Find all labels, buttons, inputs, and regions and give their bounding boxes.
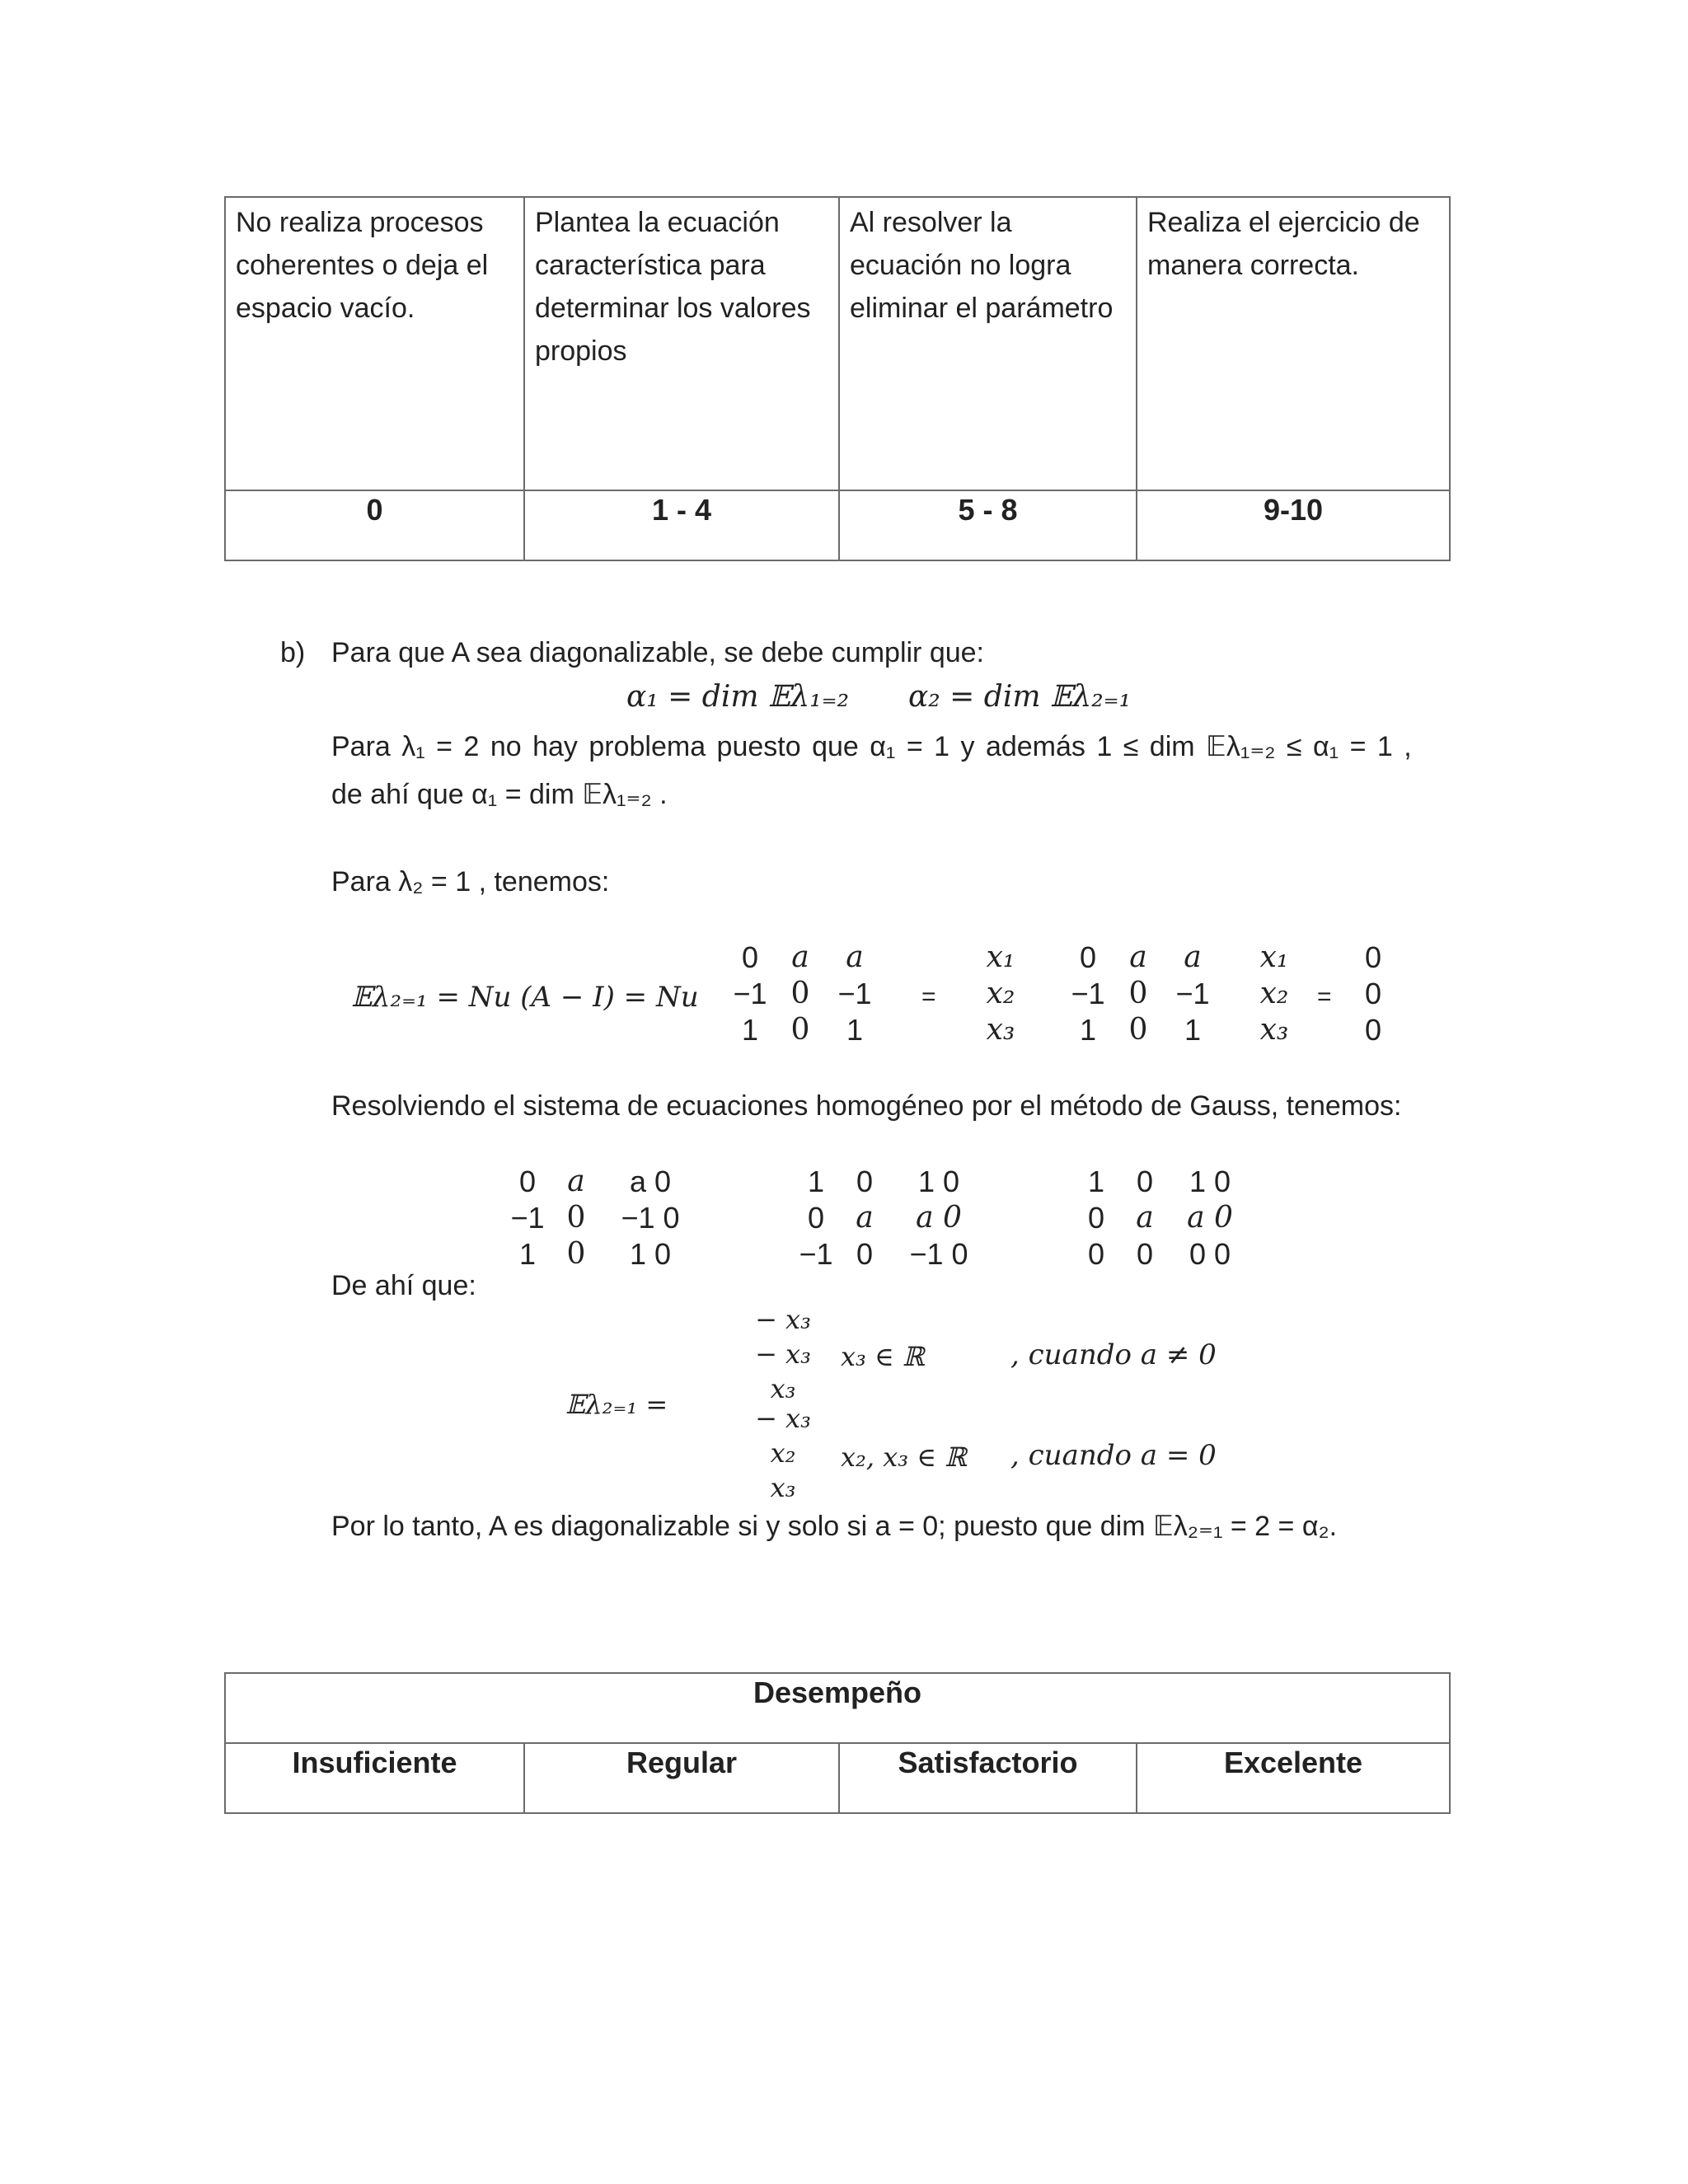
vector-entry: x₂ (1259, 977, 1289, 1010)
rubric-desc-cell: Realiza el ejercicio de manera correcta. (1137, 197, 1450, 490)
matrix-entry: −1 0 (621, 1201, 680, 1235)
matrix-entry: 0 (1087, 1237, 1105, 1271)
matrix-entry: 1 (1079, 1013, 1097, 1047)
matrix-entry: 1 0 (917, 1165, 960, 1198)
case2-condition: , cuando a = 0 (1010, 1439, 1217, 1472)
vector-entry: x₂ (770, 1437, 796, 1469)
matrix-entry: −1 (510, 1201, 545, 1235)
matrix-entry: 0 (566, 1237, 586, 1271)
vector-entry: x₃ (1259, 1013, 1289, 1047)
case1-vector (750, 1302, 816, 1406)
equals-sign: = (1317, 983, 1332, 1010)
vector-entry: 0 (1364, 940, 1382, 974)
vector-entry: − x₃ (755, 1403, 811, 1434)
rubric-score-cell: 5 - 8 (839, 490, 1137, 560)
eigenspace-lhs: 𝔼λ₂₌₁ = Nu (A − I) = Nu (351, 981, 699, 1014)
vector-entry: x₃ (770, 1472, 796, 1503)
matrix-entry: a (1136, 1201, 1154, 1235)
matrix-entry: 1 (846, 1013, 864, 1047)
matrix-entry: 0 (1128, 977, 1148, 1010)
case1-parameter: x₃ ∈ ℝ (841, 1341, 925, 1372)
matrix-entry: 0 (807, 1201, 825, 1235)
vector-x (976, 940, 1025, 1048)
vector-entry: x₁ (1259, 940, 1289, 974)
zero-vector (1357, 940, 1390, 1048)
performance-header: Desempeño (225, 1673, 1450, 1743)
case1-condition: , cuando a ≠ 0 (1010, 1338, 1217, 1371)
matrix-entry: 0 (856, 1165, 874, 1198)
rubric-score-cell: 9-10 (1137, 490, 1450, 560)
vector-entry: x₃ (770, 1373, 796, 1404)
matrix-entry: 1 (807, 1165, 825, 1198)
matrix-entry: 0 (741, 940, 759, 974)
condition-alpha1: α₁ = dim 𝔼λ₁₌₂ (626, 680, 850, 714)
matrix-entry: −1 (733, 977, 767, 1010)
matrix-entry: a (567, 1165, 585, 1198)
matrix-entry: 0 (1087, 1201, 1105, 1235)
case2-vector (750, 1401, 816, 1505)
matrix-entry: a (1184, 940, 1202, 974)
matrix-entry: 1 (1184, 1013, 1202, 1047)
solution-lhs: 𝔼λ₂₌₁ = (565, 1389, 668, 1420)
rubric-table-bottom (224, 1672, 1451, 1814)
matrix-entry: a (791, 940, 809, 974)
matrix-entry: 0 (1128, 1013, 1148, 1047)
matrix-entry: −1 0 (909, 1237, 968, 1271)
matrix-entry: 1 (1087, 1165, 1105, 1198)
rubric-score-cell: 1 - 4 (524, 490, 839, 560)
matrix-entry: 0 (1136, 1165, 1154, 1198)
matrix-entry: 0 0 (1189, 1237, 1231, 1271)
part-b-intro: Para que A sea diagonalizable, se debe cumplir que: (331, 637, 984, 668)
vector-entry: x₁ (986, 940, 1015, 974)
matrix-a-minus-i (725, 940, 890, 1048)
matrix-entry: −1 (1175, 977, 1210, 1010)
matrix-entry: a 0 (916, 1201, 962, 1235)
vector-entry: − x₃ (755, 1304, 811, 1335)
matrix-entry: a 0 (1187, 1201, 1233, 1235)
gauss-intro: Resolviendo el sistema de ecuaciones homogéneo por el método de Gauss, tenemos: (331, 1090, 1402, 1122)
matrix-entry: −1 (1071, 977, 1105, 1010)
rubric-description-row (225, 197, 1450, 490)
vector-entry: 0 (1364, 977, 1382, 1010)
matrix-entry: 0 (1136, 1237, 1154, 1271)
matrix-entry: −1 (799, 1237, 833, 1271)
augmented-matrix-1 (503, 1164, 709, 1272)
rubric-desc-cell: Al resolver la ecuación no logra eliminar el parámetro (839, 197, 1137, 490)
matrix-entry: 0 (566, 1201, 586, 1235)
matrix-entry: 0 (790, 977, 810, 1010)
level-cell: Regular (524, 1743, 839, 1813)
case2-parameter: x₂, x₃ ∈ ℝ (841, 1441, 967, 1473)
matrix-entry: 1 (741, 1013, 759, 1047)
matrix-entry: 0 (856, 1237, 874, 1271)
vector-entry: 0 (1364, 1013, 1382, 1047)
conclusion: Por lo tanto, A es diagonalizable si y solo si a = 0; puesto que dim 𝔼λ₂₌₁ = 2 = α₂. (331, 1511, 1338, 1542)
matrix-entry: 0 (1079, 940, 1097, 974)
matrix-entry: a (1129, 940, 1147, 974)
matrix-entry: 1 (518, 1237, 537, 1271)
rubric-score-cell: 0 (225, 490, 524, 560)
rubric-levels-row (225, 1743, 1450, 1813)
lambda1-statement: Para λ₁ = 2 no hay problema puesto que α₁ = 1 y además 1 ≤ dim 𝔼λ₁₌₂ ≤ α₁ = 1 , (331, 731, 1412, 762)
rubric-table-top (224, 196, 1451, 561)
vector-entry: − x₃ (755, 1338, 811, 1370)
matrix-entry: a (856, 1201, 874, 1235)
level-cell: Satisfactorio (839, 1743, 1137, 1813)
matrix-entry: a 0 (629, 1165, 672, 1198)
matrix-entry: 1 0 (1189, 1165, 1231, 1198)
rubric-score-row (225, 490, 1450, 560)
vector-entry: x₃ (986, 1013, 1015, 1047)
vector-entry: x₂ (986, 977, 1015, 1010)
de-ahi-que: De ahí que: (331, 1270, 476, 1301)
augmented-matrix-2 (791, 1164, 997, 1272)
part-b-label: b) (280, 637, 306, 668)
matrix-entry: 0 (790, 1013, 810, 1047)
matrix-entry: a (846, 940, 864, 974)
matrix-entry: −1 (837, 977, 872, 1010)
matrix-entry: 1 0 (629, 1237, 672, 1271)
rubric-desc-cell: Plantea la ecuación característica para determinar los valores propios (524, 197, 839, 490)
equals-sign: = (921, 983, 936, 1010)
matrix-a-minus-i-repeat (1063, 940, 1228, 1048)
level-cell: Excelente (1137, 1743, 1450, 1813)
rubric-desc-cell: No realiza procesos coherentes o deja el espacio vacío. (225, 197, 524, 490)
level-cell: Insuficiente (225, 1743, 524, 1813)
matrix-entry: 0 (518, 1165, 537, 1198)
lambda2-statement: Para λ₂ = 1 , tenemos: (331, 866, 610, 898)
vector-x-repeat (1250, 940, 1299, 1048)
rubric-header-row (225, 1673, 1450, 1743)
lambda1-conclusion: de ahí que α₁ = dim 𝔼λ₁₌₂ . (331, 779, 668, 810)
condition-alpha2: α₂ = dim 𝔼λ₂₌₁ (908, 680, 1132, 714)
augmented-matrix-3 (1071, 1164, 1261, 1272)
